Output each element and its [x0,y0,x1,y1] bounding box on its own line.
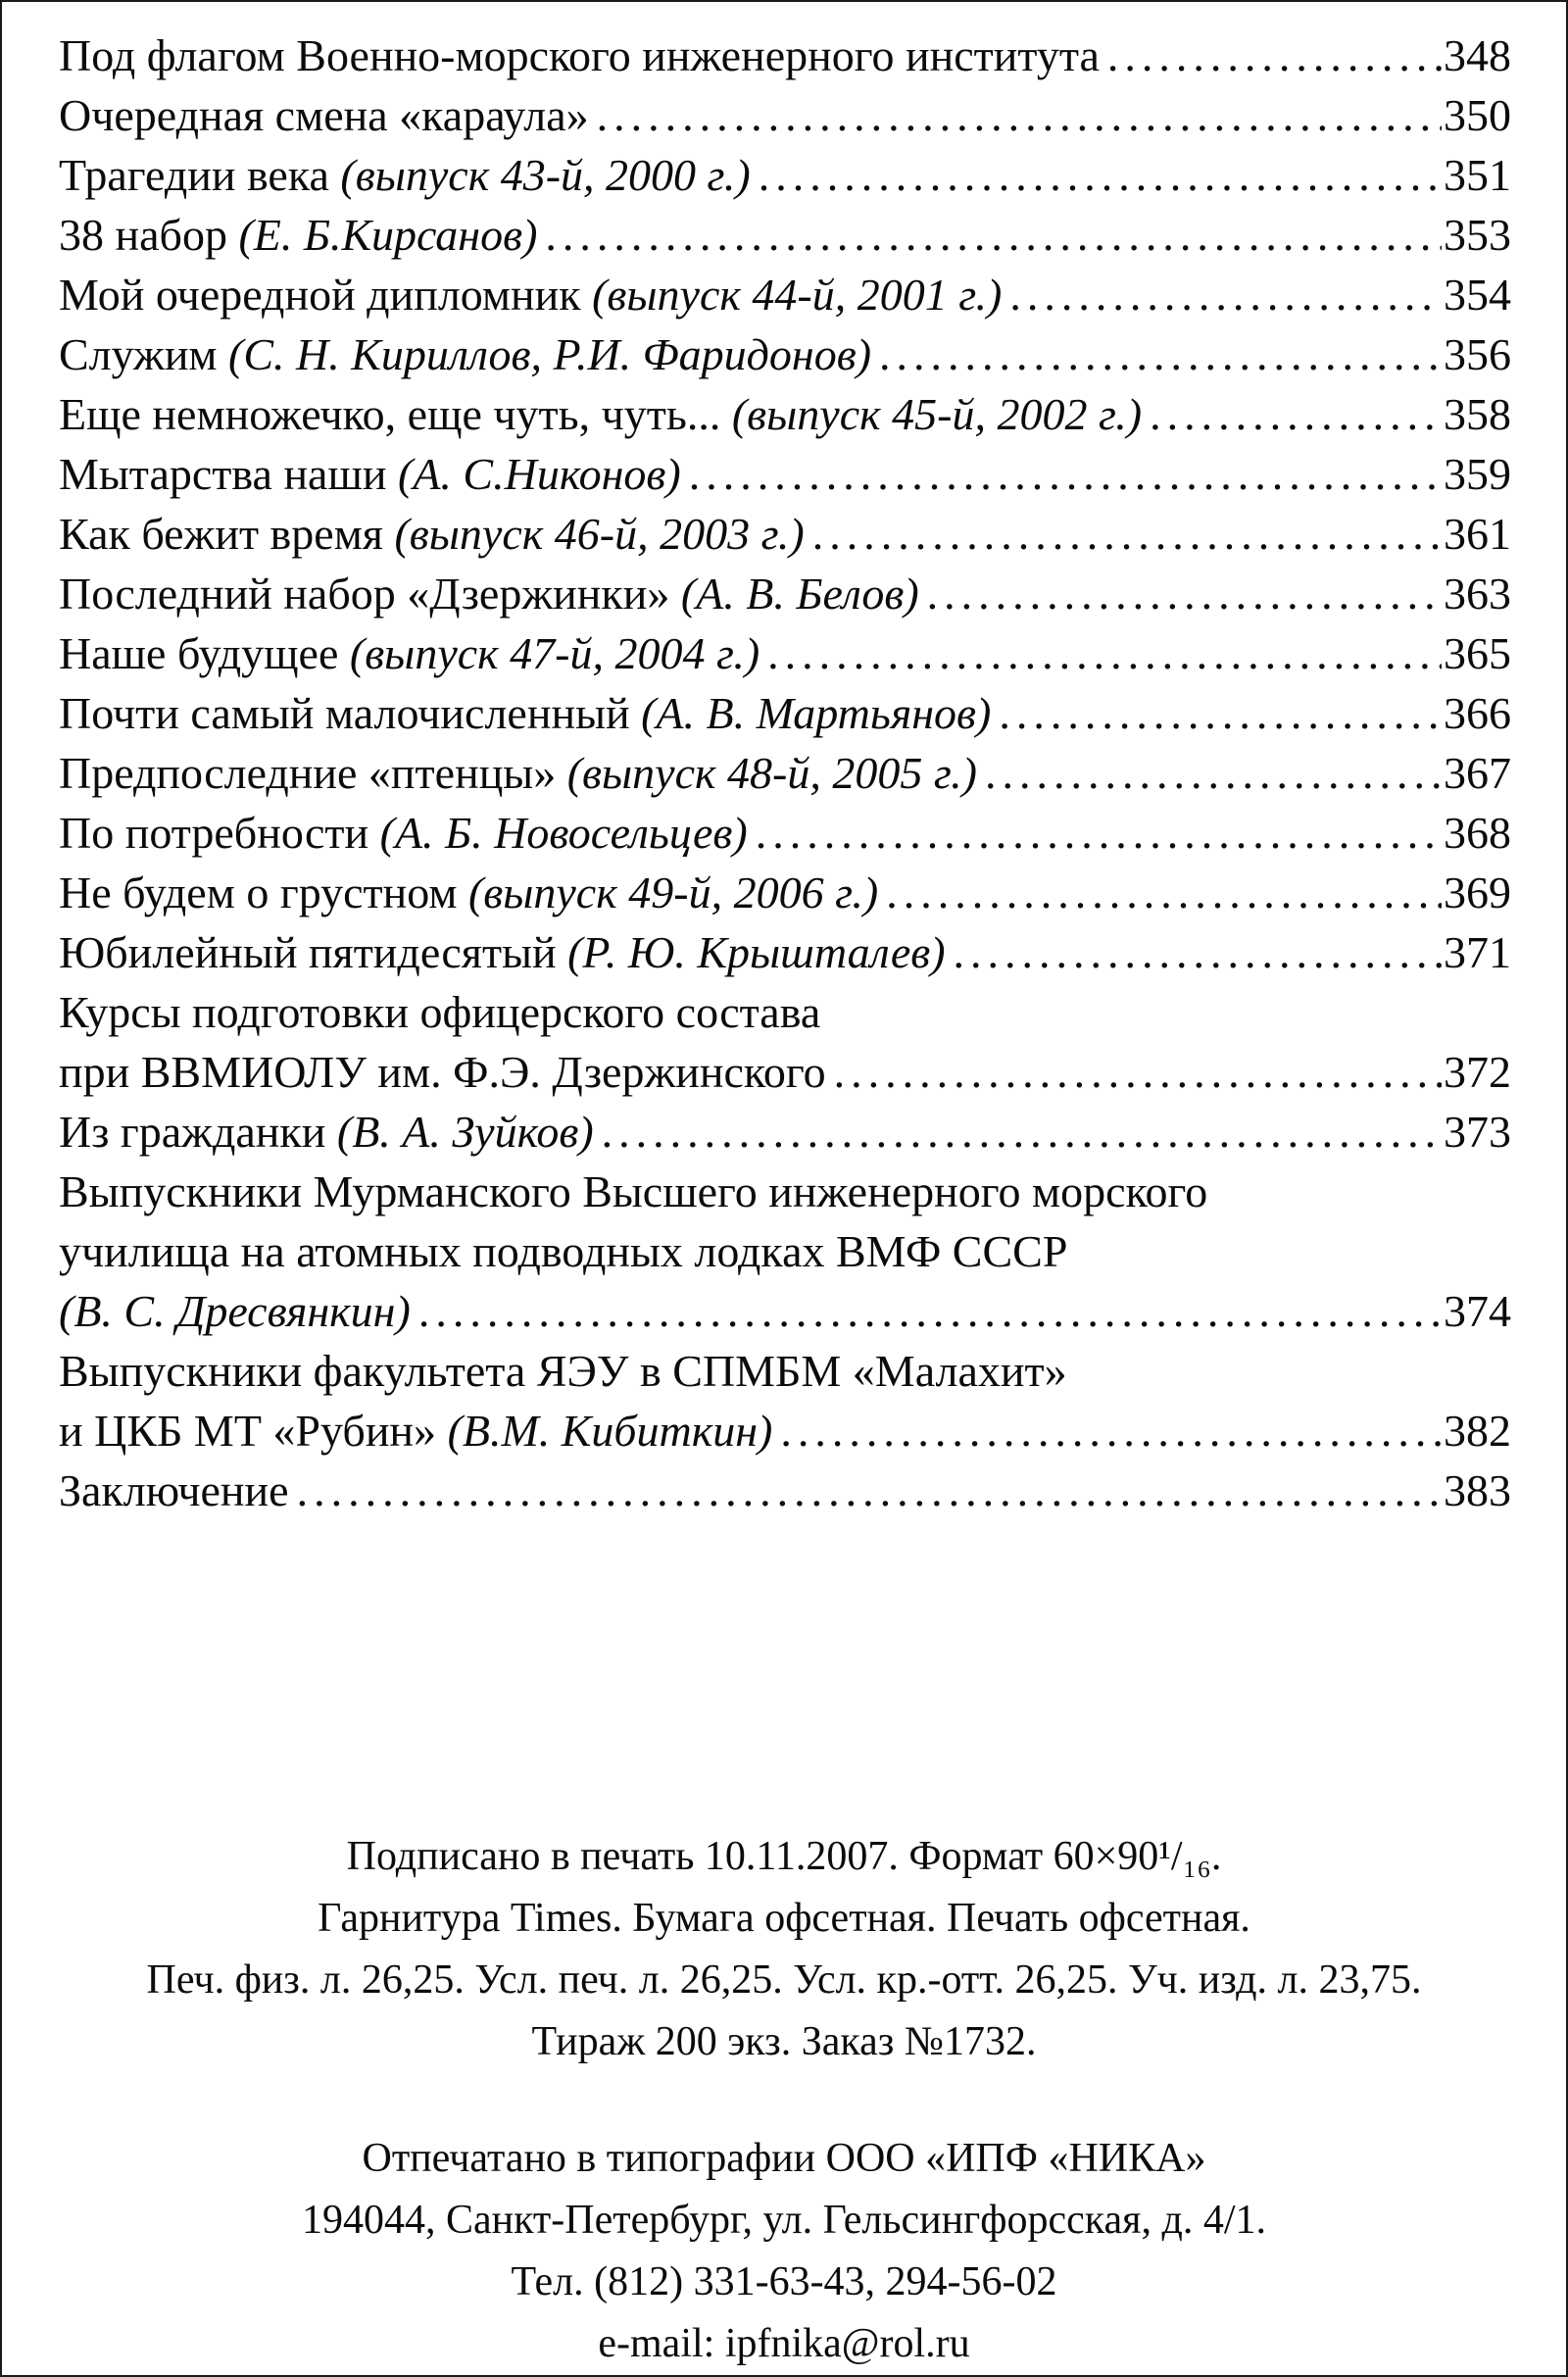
colophon-line: e-mail: ipfnika@rol.ru [598,2321,970,2366]
dot-leader [759,145,1442,205]
colophon [0,1826,1568,2375]
page-number: 365 [1444,628,1511,678]
toc-entry-text: 38 набор (Е. Б.Кирсанов) [59,210,538,260]
dot-leader [886,863,1442,922]
dot-leader [689,444,1442,504]
page-number: 382 [1444,1406,1511,1456]
toc-entry-line [59,1102,1511,1162]
toc-entry-line [59,564,1511,623]
toc-entry-line [59,1461,1511,1520]
toc-entry-text: Почти самый малочисленный (А. В. Мартьянов) [59,688,992,738]
dot-leader [927,564,1442,623]
page-number: 383 [1444,1465,1511,1515]
dot-leader [834,1042,1442,1102]
toc-entry-text: Мытарства наши (А. С.Никонов) [59,449,681,499]
toc-entry-line [59,265,1511,324]
page-number: 348 [1444,30,1511,80]
page-number: 358 [1444,389,1511,439]
toc-entry-line [59,623,1511,683]
page-number: 372 [1444,1047,1511,1097]
toc-entry-text: (В. С. Дресвянкин) [59,1286,411,1336]
page-number: 361 [1444,509,1511,559]
toc-entry-line [59,1042,1511,1102]
page-number: 367 [1444,748,1511,798]
toc-entry-line [59,504,1511,564]
page-number: 374 [1444,1286,1511,1336]
dot-leader [297,1461,1442,1520]
toc-entry-text: По потребности (А. Б. Новосельцев) [59,808,748,858]
toc-entry-text: Не будем о грустном (выпуск 49-й, 2006 г.) [59,867,879,917]
dot-leader [812,504,1442,564]
page-number: 351 [1444,150,1511,200]
toc-entry-line [59,384,1511,444]
page-number: 359 [1444,449,1511,499]
toc-entry-line [59,145,1511,205]
toc-entry-text: Трагедии века (выпуск 43-й, 2000 г.) [59,150,751,200]
dot-leader [780,1401,1442,1461]
dot-leader [985,743,1442,803]
toc-entry-text: и ЦКБ МТ «Рубин» (В.М. Кибиткин) [59,1406,773,1456]
toc-entry-text: Наше будущее (выпуск 47-й, 2004 г.) [59,628,760,678]
dot-leader [999,683,1442,743]
toc-entry-line [59,803,1511,863]
colophon-line: Тел. (812) 331-63-43, 294-56-02 [511,2259,1057,2304]
page-number: 368 [1444,808,1511,858]
toc-entry-line [59,863,1511,922]
toc-entry-text: Еще немножечко, еще чуть, чуть... (выпуск 45-й, 2002 г.) [59,389,1143,439]
colophon-line: Отпечатано в типографии ООО «ИПФ «НИКА» [362,2136,1206,2181]
toc-entry-text: Служим (С. Н. Кириллов, Р.И. Фаридонов) [59,329,872,379]
toc-entry-text: Юбилейный пятидесятый (Р. Ю. Крышталев) [59,927,946,977]
toc-entry-line [59,1401,1511,1461]
toc-entry-line [59,922,1511,982]
toc-entry-line [59,982,1511,1042]
page-number: 366 [1444,688,1511,738]
colophon-line: 194044, Санкт-Петербург, ул. Гельсингфорсская, д. 4/1. [301,2198,1267,2243]
page-number: 350 [1444,90,1511,140]
colophon-line: Гарнитура Times. Бумага офсетная. Печать офсетная. [318,1896,1250,1941]
toc-entry-text: Из гражданки (В. А. Зуйков) [59,1107,594,1157]
dot-leader [1009,265,1442,324]
page-number: 363 [1444,569,1511,619]
table-of-contents [2,2,1566,1520]
print-info-block [0,1826,1568,2073]
toc-entry-text: при ВВМИОЛУ им. Ф.Э. Дзержинского [59,1047,826,1097]
dot-leader [1150,384,1442,444]
dot-leader [767,623,1442,683]
toc-entry-text: Заключение [59,1465,289,1515]
toc-entry-line [59,1162,1511,1221]
dot-leader [1107,25,1442,85]
dot-leader [756,803,1442,863]
toc-entry-line [59,743,1511,803]
toc-entry-text: училища на атомных подводных лодках ВМФ СССР [59,1226,1068,1276]
toc-entry-text: Под флагом Военно-морского инженерного института [59,30,1100,80]
toc-entry-line [59,1221,1511,1281]
dot-leader [879,324,1442,384]
page-number: 373 [1444,1107,1511,1157]
page-number: 356 [1444,329,1511,379]
toc-entry-text: Последний набор «Дзержинки» (А. В. Белов) [59,569,919,619]
toc-entry-text: Как бежит время (выпуск 46-й, 2003 г.) [59,509,805,559]
page-number: 353 [1444,210,1511,260]
toc-entry-line [59,85,1511,145]
dot-leader [597,85,1442,145]
dot-leader [602,1102,1442,1162]
dot-leader [954,922,1442,982]
colophon-line: Подписано в печать 10.11.2007. Формат 60×90¹/₁₆. [346,1834,1222,1879]
dot-leader [418,1281,1442,1341]
toc-entry-text: Очередная смена «караула» [59,90,589,140]
page-number: 371 [1444,927,1511,977]
toc-entry-text: Выпускники Мурманского Высшего инженерного морского [59,1166,1208,1216]
page-number: 369 [1444,867,1511,917]
toc-entry-line [59,25,1511,85]
toc-entry-text: Курсы подготовки офицерского состава [59,987,821,1037]
colophon-line: Тираж 200 экз. Заказ №1732. [531,2019,1037,2064]
toc-entry-line [59,683,1511,743]
dot-leader [545,205,1442,265]
colophon-line: Печ. физ. л. 26,25. Усл. печ. л. 26,25. Усл. кр.-отт. 26,25. Уч. изд. л. 23,75. [146,1957,1422,2003]
toc-entry-text: Мой очередной дипломник (выпуск 44-й, 2001 г.) [59,270,1003,320]
toc-entry-line [59,1341,1511,1401]
page-number: 354 [1444,270,1511,320]
toc-entry-text: Предпоследние «птенцы» (выпуск 48-й, 2005 г.) [59,748,977,798]
toc-entry-line [59,324,1511,384]
toc-entry-line [59,205,1511,265]
toc-entry-text: Выпускники факультета ЯЭУ в СПМБМ «Малахит» [59,1346,1067,1396]
printer-contact-block [0,2128,1568,2375]
toc-entry-line [59,1281,1511,1341]
toc-entry-line [59,444,1511,504]
